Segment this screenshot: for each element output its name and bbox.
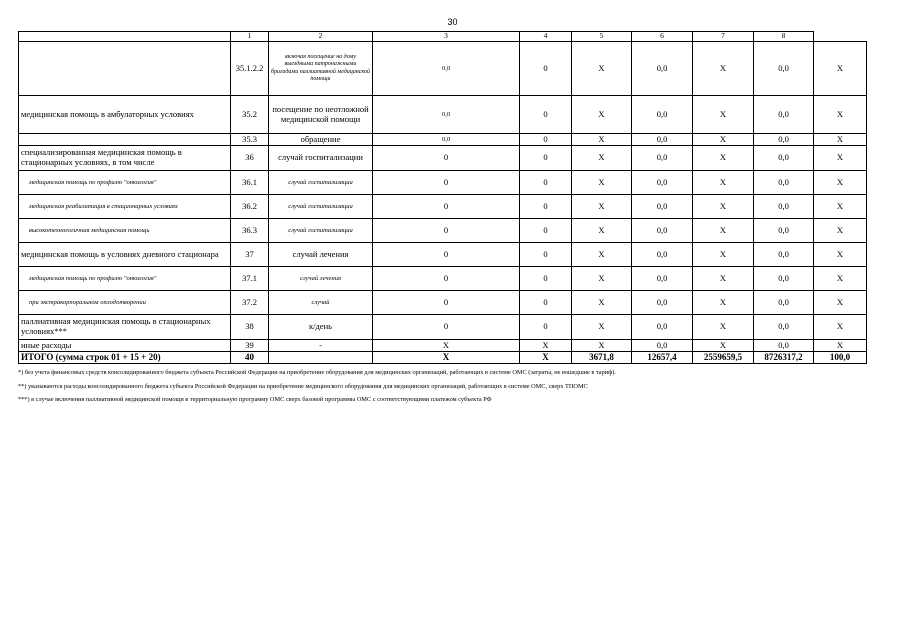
column-number: 4 xyxy=(520,32,572,42)
cell-col6: 0,0 xyxy=(632,134,693,146)
table-row xyxy=(19,315,867,340)
cell-col3: 0 xyxy=(373,267,520,291)
cell-col6: 0,0 xyxy=(632,146,693,171)
cell-col9: X xyxy=(814,146,867,171)
cell-col7: X xyxy=(693,315,754,340)
table-row xyxy=(19,291,867,315)
page-number: 30 xyxy=(447,17,458,27)
cell-col5: X xyxy=(572,267,632,291)
cell-col8: 0,0 xyxy=(754,171,814,195)
footnotes xyxy=(18,369,878,410)
cell-col5: X xyxy=(572,315,632,340)
cell-col3: 0,0 xyxy=(373,96,520,134)
row-unit: случай госпитализации xyxy=(269,195,373,219)
total-col8: 8726317,2 xyxy=(754,352,814,364)
cell-col9: X xyxy=(814,171,867,195)
cell-col6: 0,0 xyxy=(632,195,693,219)
cell-col4: 0 xyxy=(520,171,572,195)
cell-col7: X xyxy=(693,42,754,96)
cell-col5: X xyxy=(572,291,632,315)
cell-col8: 0,0 xyxy=(754,291,814,315)
footnote: *) без учета финансовых средств консолидированного бюджета субъекта Российской Федерации на приобретение оборудования для медицинских организаций, работающих в системе ОМС (затраты, не вошедшие в тариф). xyxy=(18,369,616,376)
column-number: 3 xyxy=(373,32,520,42)
cell-col4: 0 xyxy=(520,134,572,146)
total-col4: X xyxy=(520,352,572,364)
cell-col5: X xyxy=(572,219,632,243)
cell-col3: 0 xyxy=(373,146,520,171)
table-row xyxy=(19,171,867,195)
table-row xyxy=(19,267,867,291)
cell-col7: X xyxy=(693,171,754,195)
table-row xyxy=(19,96,867,134)
cell-col6: 0,0 xyxy=(632,219,693,243)
cell-col8: 0,0 xyxy=(754,219,814,243)
cell-col9: X xyxy=(814,134,867,146)
row-unit: случай госпитализации xyxy=(269,219,373,243)
total-col5: 3671,8 xyxy=(572,352,632,364)
cell-col8: 0,0 xyxy=(754,340,814,352)
row-unit: обращение xyxy=(269,134,373,146)
total-name: ИТОГО (сумма строк 01 + 15 + 20) xyxy=(19,352,231,364)
cell-col6: 0,0 xyxy=(632,291,693,315)
row-code: 37 xyxy=(231,243,269,267)
cell-col5: X xyxy=(572,171,632,195)
cell-col8: 0,0 xyxy=(754,195,814,219)
cell-col9: X xyxy=(814,96,867,134)
cell-col6: 0,0 xyxy=(632,243,693,267)
column-number: 2 xyxy=(269,32,373,42)
row-name xyxy=(19,134,231,146)
column-number-row xyxy=(19,32,867,42)
cell-col3: 0 xyxy=(373,315,520,340)
cell-col6: 0,0 xyxy=(632,315,693,340)
cell-col9: X xyxy=(814,315,867,340)
cell-col9: X xyxy=(814,267,867,291)
row-unit: случай госпитализации xyxy=(269,171,373,195)
row-unit: случай лечения xyxy=(269,243,373,267)
financing-table xyxy=(18,31,867,364)
cell-col9: X xyxy=(814,219,867,243)
cell-col7: X xyxy=(693,134,754,146)
row-name: медицинская реабилитация в стационарных условиях xyxy=(19,195,231,219)
cell-col5: X xyxy=(572,134,632,146)
cell-col4: 0 xyxy=(520,96,572,134)
row-code: 35.3 xyxy=(231,134,269,146)
cell-col8: 0,0 xyxy=(754,267,814,291)
cell-col3: 0,0 xyxy=(373,134,520,146)
row-code: 38 xyxy=(231,315,269,340)
row-unit: случай xyxy=(269,291,373,315)
cell-col4: 0 xyxy=(520,195,572,219)
row-code: 36.2 xyxy=(231,195,269,219)
cell-col3: 0,0 xyxy=(373,42,520,96)
cell-col7: X xyxy=(693,96,754,134)
cell-col6: 0,0 xyxy=(632,340,693,352)
row-code: 36.1 xyxy=(231,171,269,195)
column-number-empty xyxy=(19,32,231,42)
total-row xyxy=(19,352,867,364)
row-code: 35.2 xyxy=(231,96,269,134)
row-code: 37.1 xyxy=(231,267,269,291)
cell-col4: 0 xyxy=(520,291,572,315)
footnote: **) указываются расходы консолидированного бюджета субъекта Российской Федерации на приобретение медицинского оборудования для медицинских организаций, работающих в системе ОМС, сверх ТПОМС xyxy=(18,382,588,390)
row-name: при экстракорпоральном оплодотворении xyxy=(19,291,231,315)
row-name: медицинская помощь по профилю "онкология" xyxy=(19,171,231,195)
cell-col6: 0,0 xyxy=(632,171,693,195)
cell-col3: 0 xyxy=(373,171,520,195)
row-name: медицинская помощь в условиях дневного стационара xyxy=(19,243,231,267)
row-code: 39 xyxy=(231,340,269,352)
cell-col6: 0,0 xyxy=(632,42,693,96)
cell-col3: 0 xyxy=(373,219,520,243)
total-col3: X xyxy=(373,352,520,364)
cell-col5: X xyxy=(572,146,632,171)
cell-col3: X xyxy=(373,340,520,352)
total-unit xyxy=(269,352,373,364)
row-unit: к/день xyxy=(269,315,373,340)
cell-col8: 0,0 xyxy=(754,146,814,171)
row-unit: - xyxy=(269,340,373,352)
table-row xyxy=(19,243,867,267)
row-name: высокотехнологичная медицинская помощь xyxy=(19,219,231,243)
total-col6: 12657,4 xyxy=(632,352,693,364)
cell-col8: 0,0 xyxy=(754,96,814,134)
cell-col7: X xyxy=(693,291,754,315)
cell-col7: X xyxy=(693,340,754,352)
cell-col4: 0 xyxy=(520,243,572,267)
row-name xyxy=(19,42,231,96)
table-row xyxy=(19,340,867,352)
row-name: паллиативная медицинская помощь в стационарных условиях*** xyxy=(19,315,231,340)
row-code: 35.1.2.2 xyxy=(231,42,269,96)
cell-col5: X xyxy=(572,243,632,267)
total-col7: 2559659,5 xyxy=(693,352,754,364)
cell-col9: X xyxy=(814,243,867,267)
table-row xyxy=(19,146,867,171)
cell-col8: 0,0 xyxy=(754,134,814,146)
row-unit: случай лечения xyxy=(269,267,373,291)
cell-col7: X xyxy=(693,243,754,267)
cell-col5: X xyxy=(572,340,632,352)
cell-col9: X xyxy=(814,291,867,315)
table-row xyxy=(19,42,867,96)
row-code: 36 xyxy=(231,146,269,171)
row-unit: случай госпитализации xyxy=(269,146,373,171)
cell-col5: X xyxy=(572,42,632,96)
cell-col5: X xyxy=(572,96,632,134)
total-code: 40 xyxy=(231,352,269,364)
cell-col4: X xyxy=(520,340,572,352)
cell-col3: 0 xyxy=(373,195,520,219)
total-col9: 100,0 xyxy=(814,352,867,364)
cell-col3: 0 xyxy=(373,291,520,315)
cell-col8: 0,0 xyxy=(754,243,814,267)
row-unit: посещение по неотложной медицинской помощи xyxy=(269,96,373,134)
cell-col6: 0,0 xyxy=(632,96,693,134)
cell-col9: X xyxy=(814,195,867,219)
row-unit: включая посещение на дому выездными патронажными бригадами паллиативной медицинской помощи xyxy=(269,42,373,96)
cell-col4: 0 xyxy=(520,219,572,243)
cell-col3: 0 xyxy=(373,243,520,267)
table-row xyxy=(19,219,867,243)
cell-col9: X xyxy=(814,340,867,352)
row-code: 37.2 xyxy=(231,291,269,315)
column-number: 7 xyxy=(693,32,754,42)
cell-col8: 0,0 xyxy=(754,42,814,96)
row-code: 36.3 xyxy=(231,219,269,243)
cell-col7: X xyxy=(693,267,754,291)
row-name: иные расходы xyxy=(19,340,231,352)
cell-col7: X xyxy=(693,219,754,243)
row-name: специализированная медицинская помощь в стационарных условиях, в том числе xyxy=(19,146,231,171)
row-name: медицинская помощь в амбулаторных условиях xyxy=(19,96,231,134)
cell-col4: 0 xyxy=(520,42,572,96)
row-name: медицинская помощь по профилю "онкология" xyxy=(19,267,231,291)
cell-col7: X xyxy=(693,146,754,171)
cell-col4: 0 xyxy=(520,267,572,291)
cell-col4: 0 xyxy=(520,146,572,171)
cell-col9: X xyxy=(814,42,867,96)
table-row xyxy=(19,195,867,219)
column-number: 1 xyxy=(231,32,269,42)
column-number: 6 xyxy=(632,32,693,42)
cell-col5: X xyxy=(572,195,632,219)
cell-col7: X xyxy=(693,195,754,219)
column-number: 5 xyxy=(572,32,632,42)
cell-col8: 0,0 xyxy=(754,315,814,340)
cell-col6: 0,0 xyxy=(632,267,693,291)
table-row xyxy=(19,134,867,146)
cell-col4: 0 xyxy=(520,315,572,340)
footnote: ***) в случае включения паллиативной медицинской помощи в территориальную программу ОМС сверх базовой программы ОМС с соответствующими платежом субъекта РФ xyxy=(18,396,492,404)
column-number: 8 xyxy=(754,32,814,42)
